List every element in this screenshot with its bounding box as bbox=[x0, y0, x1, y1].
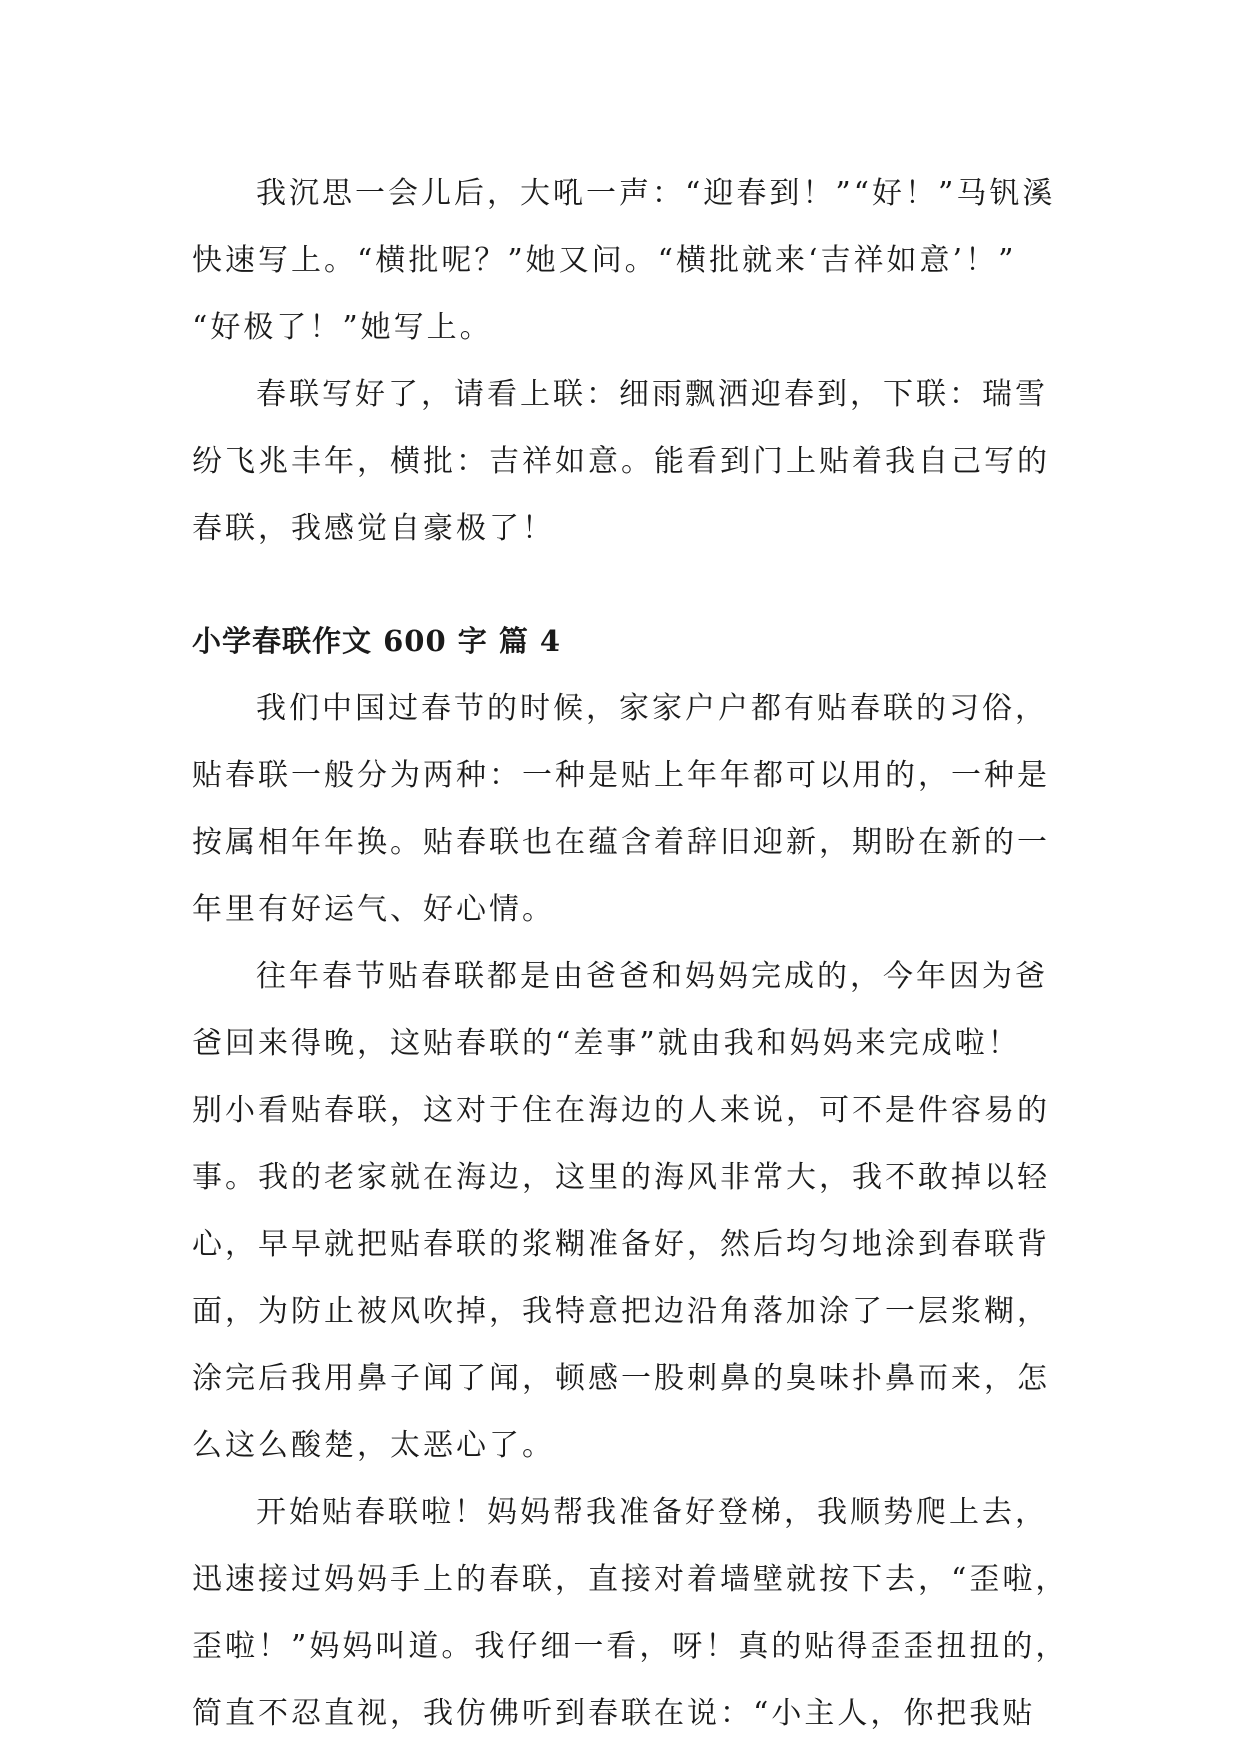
text-line: 按属相年年换。贴春联也在蕴含着辞旧迎新，期盼在新的一 bbox=[192, 825, 1050, 860]
text-line: 往年春节贴春联都是由爸爸和妈妈完成的，今年因为爸 bbox=[256, 959, 1048, 994]
document-body bbox=[192, 160, 1069, 1747]
paragraph bbox=[192, 675, 1052, 943]
text-line: 春联，我感觉自豪极了！ bbox=[192, 511, 555, 546]
text-line: 么这么酸楚，太恶心了。 bbox=[192, 1428, 555, 1463]
text-line: 我沉思一会儿后，大吼一声：“迎春到！”“好！”马钒溪 bbox=[256, 176, 1056, 211]
text-line: 心，早早就把贴春联的浆糊准备好，然后均匀地涂到春联背 bbox=[192, 1227, 1050, 1262]
text-line: 纷飞兆丰年，横批：吉祥如意。能看到门上贴着我自己写的 bbox=[192, 444, 1050, 479]
text-line: 爸回来得晚，这贴春联的“差事”就由我和妈妈来完成啦！ bbox=[192, 1026, 1021, 1061]
text-line: 迅速接过妈妈手上的春联，直接对着墙壁就按下去，“歪啦， bbox=[192, 1562, 1069, 1597]
text-line: 事。我的老家就在海边，这里的海风非常大，我不敢掉以轻 bbox=[192, 1160, 1050, 1195]
text-line: 贴春联一般分为两种：一种是贴上年年都可以用的，一种是 bbox=[192, 758, 1050, 793]
text-line: 春联写好了，请看上联：细雨飘洒迎春到，下联：瑞雪 bbox=[256, 377, 1048, 412]
text-line: 歪啦！”妈妈叫道。我仔细一看，呀！真的贴得歪歪扭扭的， bbox=[192, 1629, 1069, 1664]
text-line: 简直不忍直视，我仿佛听到春联在说：“小主人，你把我贴 bbox=[192, 1696, 1036, 1731]
text-line: 我们中国过春节的时候，家家户户都有贴春联的习俗， bbox=[256, 691, 1048, 726]
text-line: “好极了！”她写上。 bbox=[192, 310, 493, 345]
paragraph bbox=[192, 361, 1052, 562]
text-line: 涂完后我用鼻子闻了闻，顿感一股刺鼻的臭味扑鼻而来，怎 bbox=[192, 1361, 1050, 1396]
text-line: 年里有好运气、好心情。 bbox=[192, 892, 555, 927]
section-heading: 小学春联作文 600 字 篇 4 bbox=[192, 624, 562, 658]
paragraph bbox=[192, 1479, 1069, 1747]
text-line: 开始贴春联啦！妈妈帮我准备好登梯，我顺势爬上去， bbox=[256, 1495, 1048, 1530]
paragraph bbox=[192, 160, 1056, 361]
text-line: 快速写上。“横批呢？”她又问。“横批就来‘吉祥如意’！” bbox=[192, 243, 1017, 278]
section-spacer bbox=[192, 562, 1052, 608]
paragraph bbox=[192, 943, 1052, 1479]
text-line: 别小看贴春联，这对于住在海边的人来说，可不是件容易的 bbox=[192, 1093, 1050, 1128]
text-line: 面，为防止被风吹掉，我特意把边沿角落加涂了一层浆糊， bbox=[192, 1294, 1050, 1329]
